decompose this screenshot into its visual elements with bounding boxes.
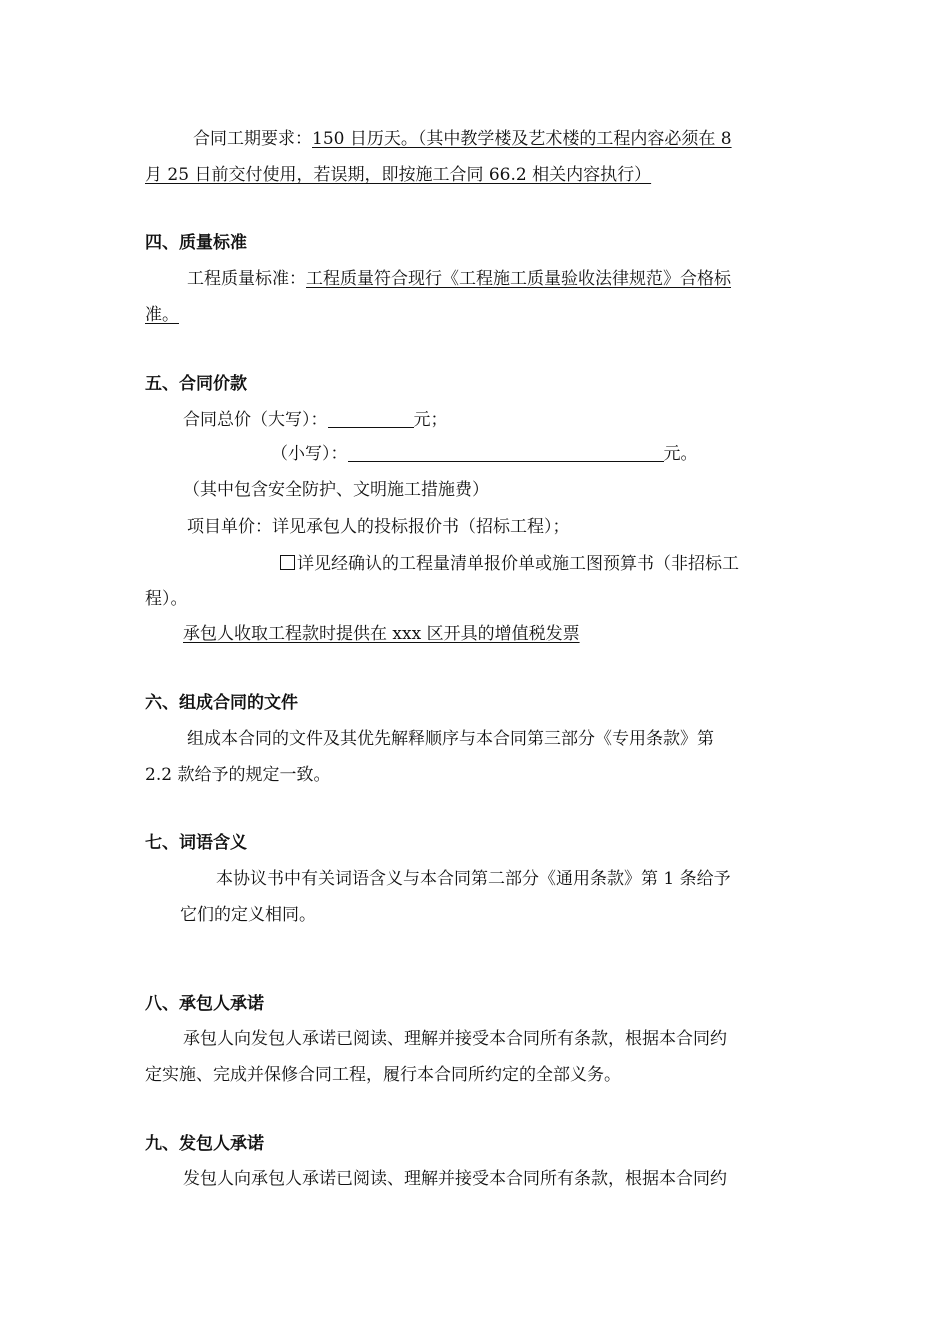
total-price-uppercase-blank[interactable]: [328, 409, 414, 428]
total-price-digits-line: [271, 442, 698, 466]
section-heading-contractor-commitment: 八、承包人承诺: [145, 994, 264, 1014]
documents-line-1: 组成本合同的文件及其优先解释顺序与本合同第三部分《专用条款》第: [187, 729, 714, 749]
unit-price-alt-line-1: [280, 552, 739, 576]
section-heading-definitions: 七、词语含义: [145, 833, 247, 853]
contractor-commitment-line-2: 定实施、完成并保修合同工程，履行本合同所约定的全部义务。: [145, 1065, 621, 1085]
total-price-digits-label: （小写）：: [271, 444, 348, 464]
section-heading-quality: 四、质量标准: [145, 233, 247, 253]
unit-price-alt-text: 详见经确认的工程量清单报价单或施工图预算书（非招标工: [297, 554, 739, 574]
total-price-uppercase-suffix: 元；: [413, 410, 448, 430]
section-heading-price: 五、合同价款: [145, 374, 247, 394]
checkbox-icon[interactable]: [280, 555, 295, 570]
total-price-digits-suffix: 元。: [663, 444, 698, 464]
quality-standard-value: 工程质量符合现行《工程施工质量验收法律规范》合格标: [306, 269, 731, 289]
contract-period-line-2: 月 25 日前交付使用，若误期，即按施工合同 66.2 相关内容执行）: [145, 165, 652, 185]
quality-standard-line-2: 准。: [145, 305, 179, 325]
section-heading-documents: 六、组成合同的文件: [145, 693, 298, 713]
employer-commitment-line-1: 发包人向承包人承诺已阅读、理解并接受本合同所有条款，根据本合同约: [183, 1169, 727, 1189]
documents-line-2: 2.2 款给予的规定一致。: [145, 765, 331, 785]
section-heading-employer-commitment: 九、发包人承诺: [145, 1134, 264, 1154]
definitions-line-2: 它们的定义相同。: [180, 905, 316, 925]
contract-period-label: 合同工期要求：: [193, 129, 312, 149]
unit-price-line: 项目单价：详见承包人的投标报价书（招标工程）；: [187, 517, 570, 537]
invoice-requirement: 承包人收取工程款时提供在 xxx 区开具的增值税发票: [183, 624, 580, 644]
total-price-uppercase-line: [183, 408, 448, 432]
total-price-uppercase-label: 合同总价（大写）：: [183, 410, 328, 430]
quality-standard-line-1: [187, 267, 731, 291]
quality-standard-label: 工程质量标准：: [187, 269, 306, 289]
unit-price-alt-line-2: 程）。: [145, 589, 188, 609]
contract-period-value: 150 日历天。（其中教学楼及艺术楼的工程内容必须在 8: [312, 129, 732, 149]
price-inclusion-note: （其中包含安全防护、文明施工措施费）: [183, 480, 489, 500]
total-price-digits-blank[interactable]: [348, 443, 664, 462]
contractor-commitment-line-1: 承包人向发包人承诺已阅读、理解并接受本合同所有条款，根据本合同约: [183, 1029, 727, 1049]
definitions-line-1: 本协议书中有关词语含义与本合同第二部分《通用条款》第 1 条给予: [216, 869, 731, 889]
contract-period-line-1: [193, 127, 732, 151]
